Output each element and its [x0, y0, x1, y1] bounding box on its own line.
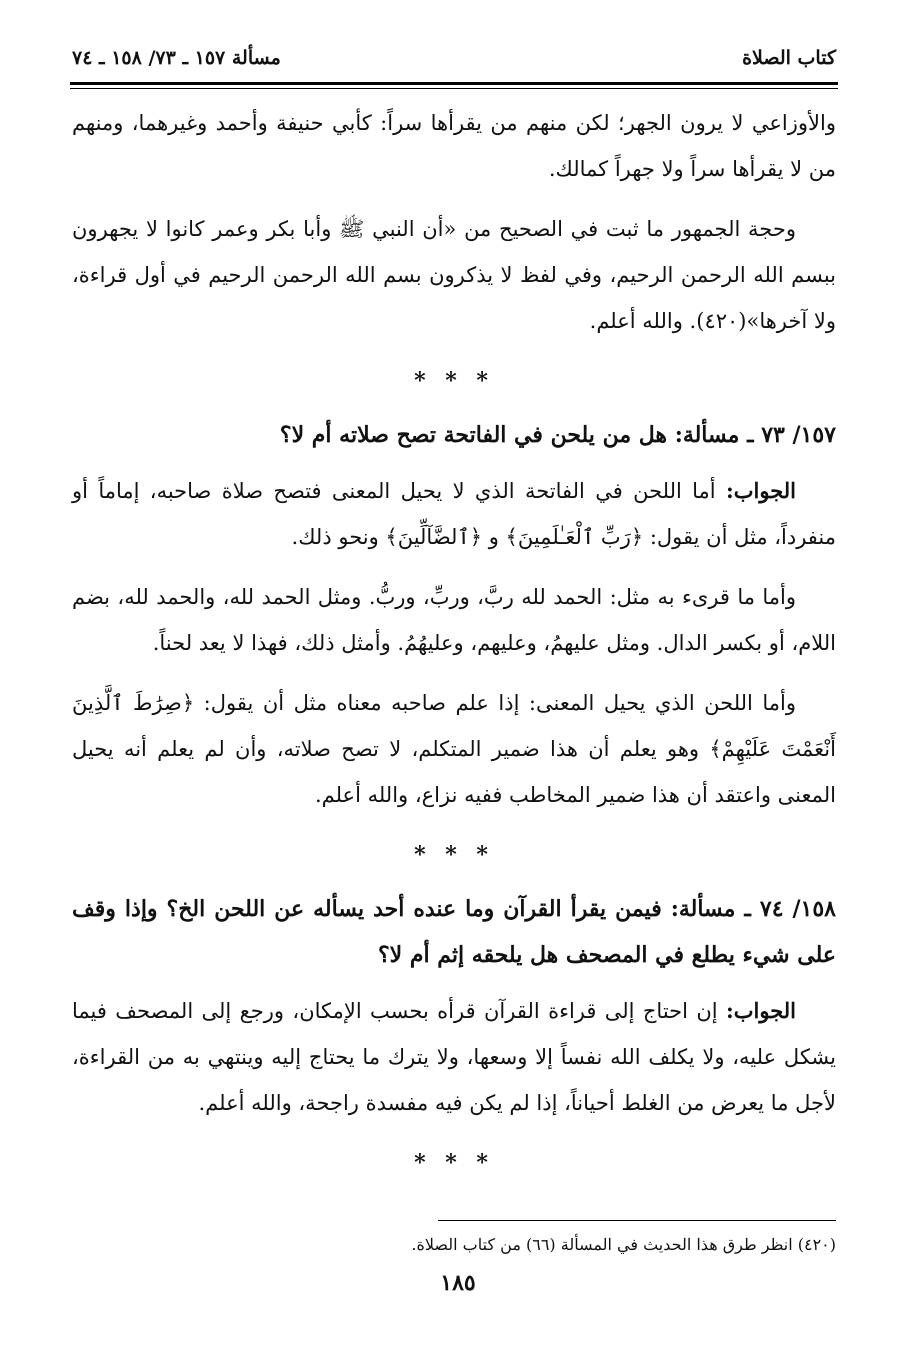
- question-157-answer: [72, 468, 836, 560]
- answer-text: أما اللحن في الفاتحة الذي لا يحيل المعنى فتصح صلاة صاحبه، إماماً أو منفرداً، مثل أن يقول: ﴿رَبِّ ٱلْعَـٰلَمِينَ﴾ و ﴿ٱلضَّآلِّينَ﴾ ونحو ذلك.: [72, 479, 836, 549]
- section-separator: * * *: [414, 1150, 494, 1176]
- header-rule-thin: [70, 88, 838, 89]
- question-157-heading: ١٥٧/ ٧٣ ـ مسألة: هل من يلحن في الفاتحة تصح صلاته أم لا؟: [279, 422, 836, 448]
- question-157-paragraph-2: وأما ما قرىء به مثل: الحمد لله ربَّ، وربِّ، وربُّ. ومثل الحمد لله، والحمد لله، بضم اللام، أو بكسر الدال. ومثل عليهمُ، وعليهم، وعليهُمُ. وأمثل ذلك، فهذا لا يعد لحناً.: [72, 585, 836, 655]
- question-157-paragraph-3: وأما اللحن الذي يحيل المعنى: إذا علم صاحبه معناه مثل أن يقول: ﴿صِرَٰطَ ٱلَّذِينَ أَنْعَمْتَ عَلَيْهِمْ﴾ وهو يعلم أن هذا ضمير المتكلم، لا تصح صلاته، وأن لم يعلم أنه يحيل المعنى واعتقد أن هذا ضمير المخاطب ففيه نزاع، والله أعلم.: [72, 691, 836, 807]
- footnote: (٤٢٠) انظر طرق هذا الحديث في المسألة (٦٦) من كتاب الصلاة.: [411, 1235, 836, 1254]
- paragraph-intro: والأوزاعي لا يرون الجهر؛ لكن منهم من يقرأها سراً: كأبي حنيفة وأحمد وغيرهما، ومنهم من لا يقرأها سراً ولا جهراً كمالك.: [72, 111, 836, 181]
- question-158-answer: [72, 988, 836, 1126]
- footnote-rule: [438, 1220, 836, 1221]
- running-header: [72, 38, 836, 78]
- main-text: [72, 100, 836, 1194]
- section-separator: * * *: [414, 368, 494, 394]
- header-rule-thick: [70, 82, 838, 85]
- answer-label: الجواب:: [726, 998, 796, 1023]
- header-book-title: كتاب الصلاة: [742, 47, 836, 69]
- paragraph-evidence: وحجة الجمهور ما ثبت في الصحيح من «أن النبي ﷺ وأبا بكر وعمر كانوا لا يجهرون ببسم الله الرحمن الرحيم، وفي لفظ لا يذكرون بسم الله الرحمن الرحيم في أول قراءة، ولا آخرها»(٤٢٠). والله أعلم.: [72, 217, 836, 333]
- answer-text: إن احتاج إلى قراءة القرآن قرأه بحسب الإمكان، ورجع إلى المصحف فيما يشكل عليه، ولا يكلف الله نفساً إلا وسعها، ولا يترك ما يحتاج إليه وينتهي به من القراءة، لأجل ما يعرض من الغلط أحياناً، إذا لم يكن فيه مفسدة راجحة، والله أعلم.: [72, 999, 836, 1115]
- header-section-range: مسألة ١٥٧ ـ ٧٣/ ١٥٨ ـ ٧٤: [72, 47, 281, 69]
- question-158-heading: ١٥٨/ ٧٤ ـ مسألة: فيمن يقرأ القرآن وما عنده أحد يسأله عن اللحن الخ؟ وإذا وقف على شيء يطلع في المصحف هل يلحقه إثم أم لا؟: [72, 896, 836, 968]
- answer-label: الجواب:: [725, 478, 796, 503]
- page-number: ١٨٥: [440, 1270, 476, 1296]
- section-separator: * * *: [414, 842, 494, 868]
